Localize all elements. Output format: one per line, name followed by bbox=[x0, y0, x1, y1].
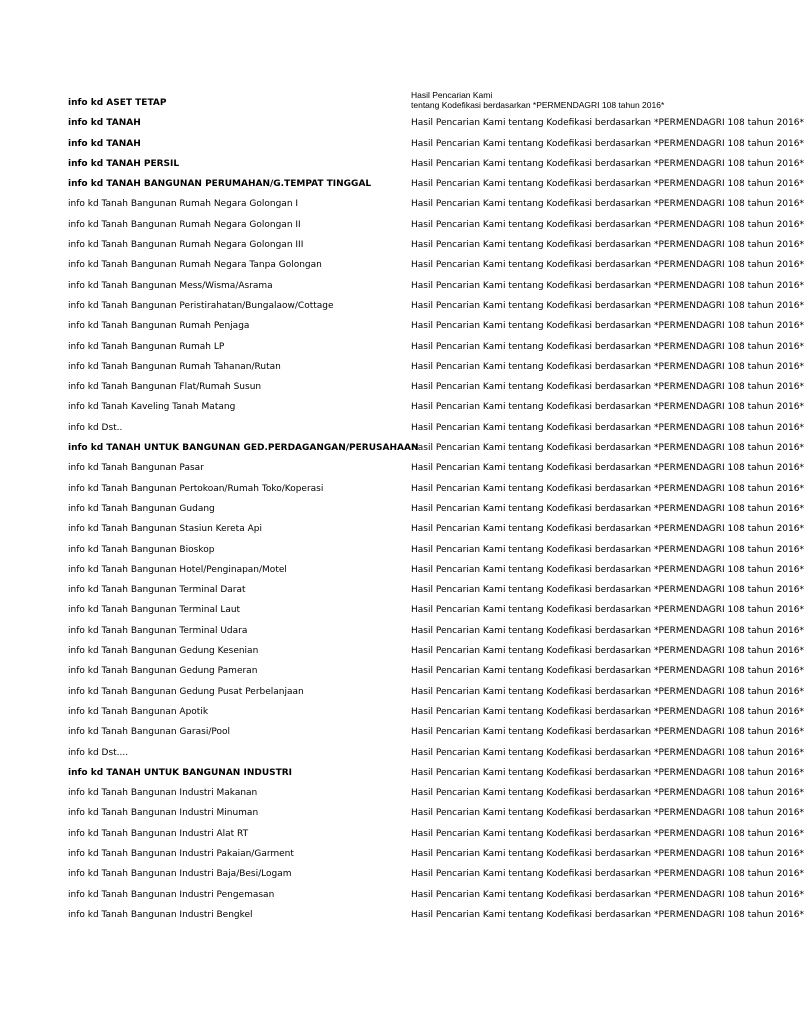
item-description: Hasil Pencarian Kami tentang Kodefikasi berdasarkan *PERMENDAGRI 108 tahun 2016* bbox=[411, 260, 804, 271]
item-label: info kd Tanah Bangunan Industri Baja/Besi/Logam bbox=[68, 869, 292, 880]
item-description: Hasil Pencarian Kami tentang Kodefikasi berdasarkan *PERMENDAGRI 108 tahun 2016* bbox=[411, 280, 804, 291]
item-description: Hasil Pencarian Kami tentang Kodefikasi berdasarkan *PERMENDAGRI 108 tahun 2016* bbox=[411, 382, 804, 393]
item-label: info kd Tanah Bangunan Rumah Negara Tanpa Golongan bbox=[68, 260, 322, 271]
item-label: info kd Tanah Bangunan Rumah LP bbox=[68, 341, 225, 352]
item-label: info kd Tanah Kaveling Tanah Matang bbox=[68, 402, 236, 413]
item-description: Hasil Pencarian Kami tentang Kodefikasi berdasarkan *PERMENDAGRI 108 tahun 2016* bbox=[411, 747, 804, 758]
list-item bbox=[0, 479, 804, 499]
item-label: info kd TANAH bbox=[68, 138, 141, 149]
item-description: Hasil Pencarian Kami tentang Kodefikasi berdasarkan *PERMENDAGRI 108 tahun 2016* bbox=[411, 808, 804, 819]
item-description: Hasil Pencarian Kami tentang Kodefikasi berdasarkan *PERMENDAGRI 108 tahun 2016* bbox=[411, 321, 804, 332]
item-description: Hasil Pencarian Kami tentang Kodefikasi berdasarkan *PERMENDAGRI 108 tahun 2016* bbox=[411, 402, 804, 413]
list-item bbox=[0, 519, 804, 539]
list-item bbox=[0, 600, 804, 620]
item-label: info kd Tanah Bangunan Industri Makanan bbox=[68, 788, 258, 799]
item-label: info kd Tanah Bangunan Gedung Pusat Perbelanjaan bbox=[68, 686, 304, 697]
list-item bbox=[0, 844, 804, 864]
category-heading-row bbox=[0, 113, 804, 133]
list-item bbox=[0, 824, 804, 844]
list-item bbox=[0, 499, 804, 519]
item-label: info kd Tanah Bangunan Industri Pengemasan bbox=[68, 889, 275, 900]
item-description: Hasil Pencarian Kami tentang Kodefikasi berdasarkan *PERMENDAGRI 108 tahun 2016* bbox=[411, 240, 804, 251]
category-heading-row bbox=[0, 763, 804, 783]
item-label: info kd Tanah Bangunan Gudang bbox=[68, 503, 215, 514]
item-description: Hasil Pencarian Kami tentang Kodefikasi berdasarkan *PERMENDAGRI 108 tahun 2016* bbox=[411, 219, 804, 230]
item-label: info kd Tanah Bangunan Gedung Kesenian bbox=[68, 646, 259, 657]
item-description: Hasil Pencarian Kami tentang Kodefikasi berdasarkan *PERMENDAGRI 108 tahun 2016* bbox=[411, 199, 804, 210]
category-heading-row bbox=[0, 134, 804, 154]
list-item bbox=[0, 743, 804, 763]
list-item bbox=[0, 580, 804, 600]
item-description: Hasil Pencarian Kami tentang Kodefikasi berdasarkan *PERMENDAGRI 108 tahun 2016* bbox=[411, 422, 804, 433]
list-item bbox=[0, 296, 804, 316]
list-item bbox=[0, 661, 804, 681]
item-label: info kd Tanah Bangunan Gedung Pameran bbox=[68, 666, 258, 677]
category-heading-row bbox=[0, 438, 804, 458]
item-description: Hasil Pencarian Kami tentang Kodefikasi berdasarkan *PERMENDAGRI 108 tahun 2016* bbox=[411, 524, 804, 535]
item-description: Hasil Pencarian Kami tentang Kodefikasi berdasarkan *PERMENDAGRI 108 tahun 2016* bbox=[411, 564, 804, 575]
list-item bbox=[0, 722, 804, 742]
list-item bbox=[0, 377, 804, 397]
item-label: info kd Tanah Bangunan Terminal Laut bbox=[68, 605, 241, 616]
list-item bbox=[0, 276, 804, 296]
item-description: Hasil Pencarian Kami tentang Kodefikasi berdasarkan *PERMENDAGRI 108 tahun 2016* bbox=[411, 646, 804, 657]
list-item bbox=[0, 682, 804, 702]
item-description: Hasil Pencarian Kami tentang Kodefikasi berdasarkan *PERMENDAGRI 108 tahun 2016* bbox=[411, 300, 804, 311]
item-description: Hasil Pencarian Kami tentang Kodefikasi berdasarkan *PERMENDAGRI 108 tahun 2016* bbox=[411, 503, 804, 514]
item-label: info kd Tanah Bangunan Industri Alat RT bbox=[68, 828, 249, 839]
item-label: info kd TANAH BANGUNAN PERUMAHAN/G.TEMPAT TINGGAL bbox=[68, 179, 372, 190]
item-description: Hasil Pencarian Kami tentang Kodefikasi berdasarkan *PERMENDAGRI 108 tahun 2016* bbox=[411, 158, 804, 169]
list-item bbox=[0, 540, 804, 560]
item-label: info kd Tanah Bangunan Rumah Negara Golongan III bbox=[68, 240, 304, 251]
list-item bbox=[0, 337, 804, 357]
item-description: Hasil Pencarian Kami tentang Kodefikasi berdasarkan *PERMENDAGRI 108 tahun 2016* bbox=[411, 605, 804, 616]
item-description: Hasil Pencarian Kami tentang Kodefikasi berdasarkan *PERMENDAGRI 108 tahun 2016* bbox=[411, 118, 804, 129]
item-description: Hasil Pencarian Kami tentang Kodefikasi berdasarkan *PERMENDAGRI 108 tahun 2016* bbox=[411, 666, 804, 677]
item-description: Hasil Pencarian Kami tentang Kodefikasi berdasarkan *PERMENDAGRI 108 tahun 2016* bbox=[411, 138, 804, 149]
item-label: info kd Tanah Bangunan Terminal Darat bbox=[68, 585, 246, 596]
item-label: info kd Tanah Bangunan Peristirahatan/Bungalaow/Cottage bbox=[68, 300, 334, 311]
list-item bbox=[0, 803, 804, 823]
list-item bbox=[0, 215, 804, 235]
item-description: Hasil Pencarian Kami tentang Kodefikasi berdasarkan *PERMENDAGRI 108 tahun 2016* bbox=[411, 788, 804, 799]
list-item bbox=[0, 885, 804, 905]
item-label: info kd Tanah Bangunan Rumah Tahanan/Rutan bbox=[68, 361, 281, 372]
list-item bbox=[0, 560, 804, 580]
item-description: Hasil Pencarian Kami tentang Kodefikasi berdasarkan *PERMENDAGRI 108 tahun 2016* bbox=[411, 443, 804, 454]
category-heading-row bbox=[0, 93, 768, 113]
item-description: Hasil Pencarian Kami tentang Kodefikasi berdasarkan *PERMENDAGRI 108 tahun 2016* bbox=[411, 869, 804, 880]
item-label: info kd Tanah Bangunan Pasar bbox=[68, 463, 204, 474]
item-label: info kd Tanah Bangunan Rumah Penjaga bbox=[68, 321, 250, 332]
item-label: info kd Tanah Bangunan Pertokoan/Rumah Toko/Koperasi bbox=[68, 483, 324, 494]
item-description: Hasil Pencarian Kami tentang Kodefikasi berdasarkan *PERMENDAGRI 108 tahun 2016* bbox=[411, 585, 804, 596]
list-item bbox=[0, 702, 804, 722]
item-label: info kd Tanah Bangunan Industri Bengkel bbox=[68, 909, 253, 920]
list-item bbox=[0, 194, 804, 214]
item-label: info kd Tanah Bangunan Rumah Negara Golongan I bbox=[68, 199, 299, 210]
item-description: Hasil Pencarian Kami tentang Kodefikasi berdasarkan *PERMENDAGRI 108 tahun 2016* bbox=[411, 361, 804, 372]
item-description: Hasil Pencarian Kami tentang Kodefikasi berdasarkan *PERMENDAGRI 108 tahun 2016* bbox=[411, 341, 804, 352]
item-label: info kd Tanah Bangunan Garasi/Pool bbox=[68, 727, 230, 738]
list-item bbox=[0, 864, 804, 884]
item-label: info kd Tanah Bangunan Stasiun Kereta Api bbox=[68, 524, 262, 535]
item-label: info kd TANAH bbox=[68, 118, 141, 129]
list-item bbox=[0, 641, 804, 661]
item-description: Hasil Pencarian Kami tentang Kodefikasi berdasarkan *PERMENDAGRI 108 tahun 2016* bbox=[411, 848, 804, 859]
item-description: Hasil Pencarian Kami tentang Kodefikasi berdasarkan *PERMENDAGRI 108 tahun 2016* bbox=[411, 544, 804, 555]
header-note-line2: tentang Kodefikasi berdasarkan *PERMENDAGRI 108 tahun 2016* bbox=[411, 100, 665, 110]
category-heading-row bbox=[0, 174, 804, 194]
item-description: Hasil Pencarian Kami tentang Kodefikasi berdasarkan *PERMENDAGRI 108 tahun 2016* bbox=[411, 625, 804, 636]
list-item bbox=[0, 316, 804, 336]
list-item bbox=[0, 255, 804, 275]
item-label: info kd TANAH UNTUK BANGUNAN INDUSTRI bbox=[68, 767, 293, 778]
item-description: Hasil Pencarian Kami tentang Kodefikasi berdasarkan *PERMENDAGRI 108 tahun 2016* bbox=[411, 483, 804, 494]
list-item bbox=[0, 783, 804, 803]
item-label: info kd Tanah Bangunan Mess/Wisma/Asrama bbox=[68, 280, 273, 291]
item-description: Hasil Pencarian Kami tentang Kodefikasi berdasarkan *PERMENDAGRI 108 tahun 2016* bbox=[411, 179, 804, 190]
list-item bbox=[0, 905, 804, 925]
list-item bbox=[0, 418, 804, 438]
item-description: Hasil Pencarian Kami tentang Kodefikasi berdasarkan *PERMENDAGRI 108 tahun 2016* bbox=[411, 727, 804, 738]
header-note-line1: Hasil Pencarian Kami bbox=[411, 90, 493, 100]
list-item bbox=[0, 621, 804, 641]
item-label: info kd TANAH UNTUK BANGUNAN GED.PERDAGANGAN/PERUSAHAAN bbox=[68, 443, 419, 454]
item-label: info kd Tanah Bangunan Rumah Negara Golongan II bbox=[68, 219, 301, 230]
item-label: info kd Tanah Bangunan Bioskop bbox=[68, 544, 215, 555]
code-list bbox=[0, 93, 804, 925]
item-description: Hasil Pencarian Kami tentang Kodefikasi berdasarkan *PERMENDAGRI 108 tahun 2016* bbox=[411, 767, 804, 778]
item-label: info kd Tanah Bangunan Flat/Rumah Susun bbox=[68, 382, 262, 393]
item-label: info kd Tanah Bangunan Terminal Udara bbox=[68, 625, 248, 636]
item-label: info kd Dst.. bbox=[68, 422, 123, 433]
item-description: Hasil Pencarian Kami tentang Kodefikasi berdasarkan *PERMENDAGRI 108 tahun 2016* bbox=[411, 706, 804, 717]
item-description: Hasil Pencarian Kami tentang Kodefikasi berdasarkan *PERMENDAGRI 108 tahun 2016* bbox=[411, 828, 804, 839]
item-description: Hasil Pencarian Kami tentang Kodefikasi berdasarkan *PERMENDAGRI 108 tahun 2016* bbox=[411, 463, 804, 474]
item-label: info kd ASET TETAP bbox=[68, 98, 167, 108]
category-heading-row bbox=[0, 154, 804, 174]
item-label: info kd TANAH PERSIL bbox=[68, 158, 180, 169]
item-label: info kd Tanah Bangunan Apotik bbox=[68, 706, 209, 717]
list-item bbox=[0, 458, 804, 478]
list-item bbox=[0, 397, 804, 417]
list-item bbox=[0, 357, 804, 377]
item-description: Hasil Pencarian Kami tentang Kodefikasi berdasarkan *PERMENDAGRI 108 tahun 2016* bbox=[411, 889, 804, 900]
list-item bbox=[0, 235, 804, 255]
item-description: Hasil Pencarian Kami tentang Kodefikasi berdasarkan *PERMENDAGRI 108 tahun 2016* bbox=[411, 686, 804, 697]
item-label: info kd Tanah Bangunan Hotel/Penginapan/Motel bbox=[68, 564, 287, 575]
item-label: info kd Tanah Bangunan Industri Pakaian/Garment bbox=[68, 848, 294, 859]
item-label: info kd Tanah Bangunan Industri Minuman bbox=[68, 808, 259, 819]
item-label: info kd Dst.... bbox=[68, 747, 129, 758]
item-description: Hasil Pencarian Kami tentang Kodefikasi berdasarkan *PERMENDAGRI 108 tahun 2016* bbox=[411, 909, 804, 920]
